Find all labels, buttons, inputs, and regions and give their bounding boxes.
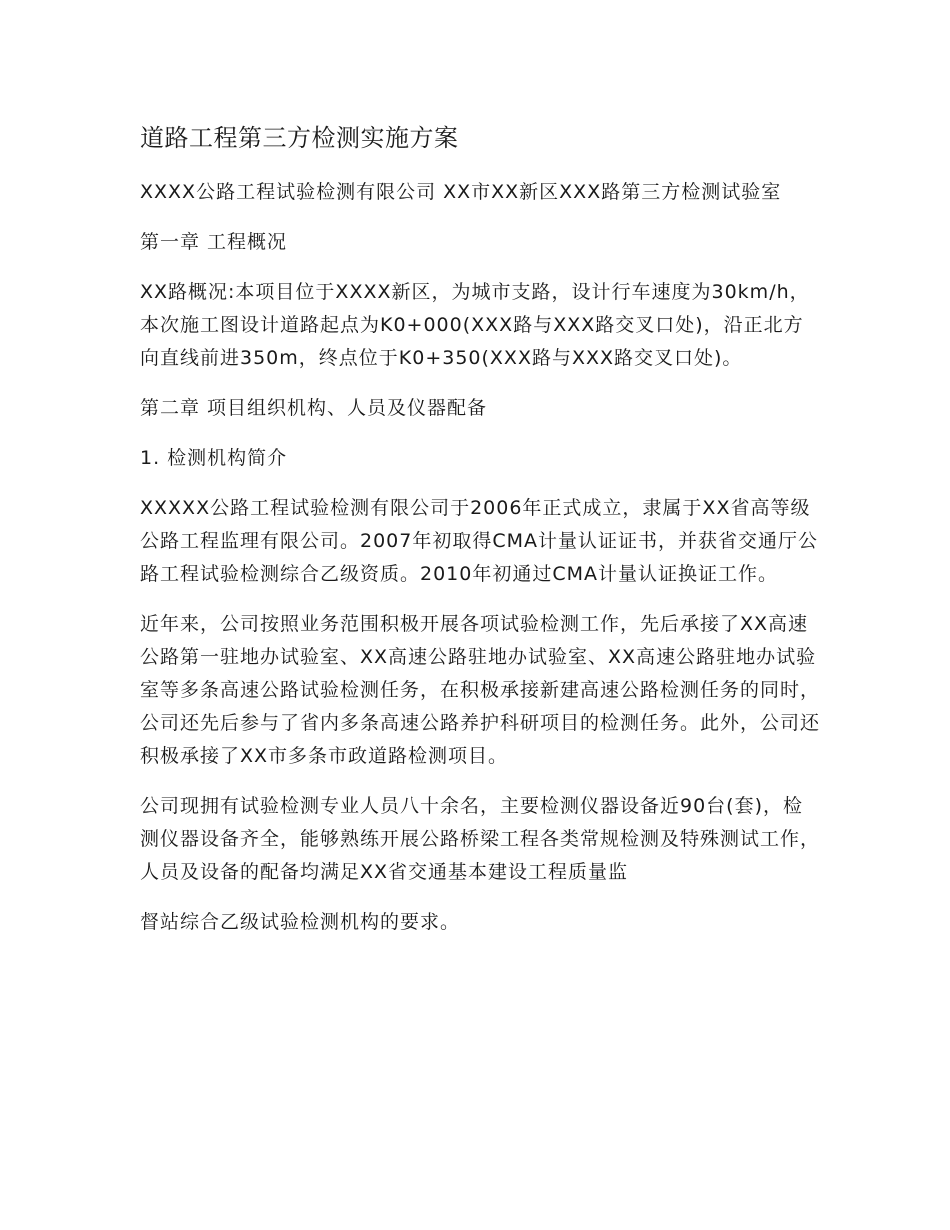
chapter-1-heading: 第一章 工程概况: [140, 231, 288, 253]
section-1-heading: 1. 检测机构简介: [140, 447, 288, 469]
requirement-paragraph: 督站综合乙级试验检测机构的要求。: [140, 911, 461, 933]
recent-projects-paragraph: 近年来，公司按照业务范围积极开展各项试验检测工作，先后承接了XX高速公路第一驻地办试验室、XX高速公路驻地办试验室、XX高速公路驻地办试验室等多条高速公路试验检测任务，在积极承接新建高速公路检测任务的同时，公司还先后参与了省内多条高速公路养护科研项目的检测任务。此外，公司还积极承接了XX市多条市政道路检测项目。: [140, 613, 821, 767]
document-page: [140, 120, 820, 956]
chapter-2-heading: 第二章 项目组织机构、人员及仪器配备: [140, 397, 488, 419]
document-title: 道路工程第三方检测实施方案: [140, 124, 459, 152]
company-line: XXXX公路工程试验检测有限公司 XX市XX新区XXX路第三方检测试验室: [140, 181, 782, 203]
company-history-paragraph: XXXXX公路工程试验检测有限公司于2006年正式成立，隶属于XX省高等级公路工程监理有限公司。2007年初取得CMA计量认证证书，并获省交通厅公路工程试验检测综合乙级资质。2010年初通过CMA计量认证换证工作。: [140, 497, 819, 585]
project-overview-paragraph: XX路概况:本项目位于XXXX新区，为城市支路，设计行车速度为30km/h，本次施工图设计道路起点为K0+000(XXX路与XXX路交叉口处)，沿正北方向直线前进350m，终点位于K0+350(XXX路与XXX路交叉口处)。: [140, 281, 810, 369]
staff-equipment-paragraph: 公司现拥有试验检测专业人员八十余名，主要检测仪器设备近90台(套)，检测仪器设备齐全，能够熟练开展公路桥梁工程各类常规检测及特殊测试工作，人员及设备的配备均满足XX省交通基本建设工程质量监: [140, 795, 821, 883]
